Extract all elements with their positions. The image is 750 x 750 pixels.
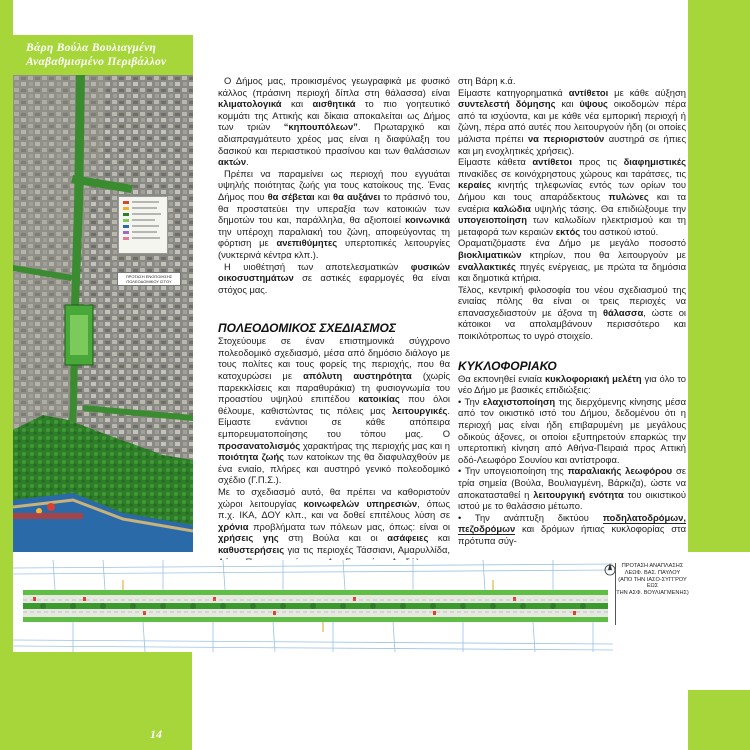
- map-title-text: ΠΡΟΤΑΣΗ ΕΝΟΠΟΙΗΣΗΣ ΠΟΛΕΟΔΟΜΙΚΟΥ ΙΣΤΟΥ: [125, 274, 173, 284]
- bold-term: θα αυξάνει: [333, 190, 381, 202]
- bold-term: να περιοριστούν: [527, 132, 605, 144]
- bold-term: εναλλακτικές: [458, 260, 516, 272]
- avenue-redesign-plan: [13, 560, 688, 652]
- text-run: σε αστικές εφαρμογές θα είναι στόχος μας.: [218, 272, 450, 295]
- paragraph: [218, 261, 450, 296]
- bold-term: πυλώνες: [608, 190, 649, 202]
- text-run: και δρόμων ήπιας κυκλοφορίας στα πρότυπα σύγ-: [458, 523, 686, 546]
- paragraph: [458, 373, 686, 396]
- bold-term: ύψους: [579, 98, 608, 110]
- text-run: Είμαστε κάθετα: [458, 156, 533, 168]
- text-run: υπερτοπικές λειτουργίες (νυκτερινά κέντρα κλπ.).: [218, 237, 450, 260]
- text-run: στη Βάρη κ.ά.: [458, 75, 516, 86]
- text-run: • Την: [458, 395, 483, 407]
- text-run: Οραματιζόμαστε ένα Δήμο με μεγάλο ποσοστό: [458, 237, 686, 249]
- text-run: υψηλής τάσης. Θα επιδιώξουμε την: [530, 202, 686, 214]
- bold-term: φυσικών οικοσυστημάτων: [218, 260, 450, 284]
- text-column-2: [458, 75, 686, 547]
- bold-term: αντίθετοι: [532, 156, 572, 168]
- text-run: σε τρία σημεία (Βούλα, Βουλιαγμένη, Βάρκιζα), ώστε να αποκατασταθεί η: [458, 465, 686, 500]
- header-line-2: Αναβαθμισμένο Περιβάλλον: [26, 56, 167, 68]
- plan-title-line: ΤΗΝ ΑΣΦ. ΒΟΥΛΙΑΓΜΕΝΗΣ): [616, 590, 689, 597]
- map-title-block: [117, 272, 181, 286]
- bold-term: λειτουργική ενότητα: [533, 488, 624, 500]
- text-run: για όλο το νέο Δήμο με βασικές επιδιώξεις:: [458, 372, 686, 396]
- text-run: για τις περιοχές Τάσσιανι, Αμαρυλλίδα,: [287, 543, 450, 555]
- bold-term: κοινωνικά: [405, 214, 450, 226]
- text-run: (χωρίς παρεκκλίσεις και παραθυράκια) τη φυσιογνωμία του προαστίου υψηλού επιπέδου: [218, 370, 450, 405]
- paragraph: [458, 75, 686, 87]
- bold-term: κλιματολογικά: [218, 98, 282, 110]
- text-run: και: [314, 190, 333, 202]
- text-run: Τέλος, κεντρική φιλοσοφία του νέου σχεδιασμού της ενιαίας πόλης θα είναι οι τρεις περιοχές να επανασχεδιαστούν με άξονα τη: [458, 283, 686, 318]
- paragraph: [458, 237, 686, 283]
- section-header: [26, 41, 166, 69]
- bold-term: ανεπιθύμητες: [276, 237, 338, 249]
- bold-term: απόλυτη αυστηρότητα: [303, 370, 412, 382]
- bold-term: καθυστερήσεις: [218, 543, 285, 555]
- text-run: πινακίδες σε κοινόχρηστους χώρους και ταράτσες, τις: [458, 167, 686, 179]
- bullet-item: [458, 512, 686, 547]
- text-run: χαρακτήρας της περιοχής μας και η: [300, 439, 450, 451]
- header-line-1: Βάρη Βούλα Βουλιαγμένη: [26, 42, 157, 54]
- bold-term: κοινωφελών υπηρεσιών: [303, 497, 418, 509]
- plan-title-line: ΠΡΟΤΑΣΗ ΑΝΑΠΛΑΣΗΣ: [621, 563, 684, 569]
- text-run: και: [428, 532, 450, 544]
- text-run: το πράσινό του, θα προστατεύει την υπεραξία των κατοικιών των δημοτών του και, παράλληλα, θα αξιοποιεί: [218, 190, 450, 226]
- bold-term: κατοικίας: [358, 393, 400, 405]
- bold-term: συντελεστή δόμησης: [458, 98, 556, 110]
- map-legend: [118, 196, 168, 254]
- text-run: • Την υπογειοποίηση της: [458, 465, 568, 477]
- bold-term: αισθητικά: [312, 98, 356, 110]
- text-run: και τα εναέρια: [458, 190, 686, 214]
- text-run: Είμαστε κατηγορηματικά: [458, 86, 569, 98]
- bold-term: ασάφειες: [387, 532, 429, 544]
- bold-term: ακτών: [218, 156, 247, 168]
- bold-term: υπογειοποίηση: [458, 214, 527, 226]
- text-run: πηγές ενέργειας, με πρώτα τα δημόσια και δημοτικά κτήρια.: [458, 260, 686, 284]
- paragraph: [458, 156, 686, 237]
- text-run: των κατοίκων της θα διαφυλαχθούν με ένα ενιαίο, πλήρες και αυστηρό γενικό πολεοδομικό σχέδιο (Γ.Π.Σ.).: [218, 451, 450, 486]
- right-green-band: [688, 0, 750, 552]
- bold-term: βιοκλιματικών: [458, 248, 522, 260]
- text-run: Πρέπει να παραμείνει ως περιοχή που εγγυάται υψηλής ποιότητας ζωής για τους κατοίκους της. Ένας Δήμος που: [218, 167, 450, 202]
- section-heading-traffic: ΚΥΚΛΟΦΟΡΙΑΚΟ: [458, 358, 557, 373]
- text-run: Στοχεύουμε σε έναν επιστημονικά σύγχρονο πολεοδομικό σχεδιασμό, μέσα από δημόσιο διάλογο με τους πολίτες και τους φορείς της περιοχής, που θα κατοχυρώσει με: [218, 335, 450, 382]
- text-run: του αστικού ιστού.: [580, 225, 659, 237]
- aerial-plan-map: [13, 75, 193, 552]
- bold-term: διαφημιστικές: [623, 156, 686, 168]
- bold-term: θα σέβεται: [267, 190, 315, 202]
- text-run: Θα εκπονηθεί ενιαία: [458, 372, 545, 384]
- text-run: του οικιστικού ιστού με το θαλάσσιο μέτωπο.: [458, 488, 686, 512]
- paragraph: [218, 75, 450, 168]
- text-run: Με το σχεδιασμό αυτό, θα πρέπει να καθοριστούν χώροι λειτουργίας: [218, 486, 450, 509]
- text-run: . Είμαστε ενάντιοι σε κάθε απόπειρα εμπορευματοποίησης του τόπου μας. Ο: [218, 404, 450, 440]
- bottom-right-green-band: [688, 690, 750, 750]
- paragraph: [458, 284, 686, 342]
- text-run: , όπως π.χ. ΙΚΑ, ΔΟΥ κλπ., και να δοθεί επιτέλους λύση σε: [218, 497, 451, 521]
- bold-term: προσανατολισμός: [218, 439, 301, 451]
- paragraph: [218, 335, 450, 486]
- bold-term: λειτουργικές: [392, 404, 448, 416]
- bullet-item: [458, 465, 686, 511]
- text-run: Η υιοθέτησή των αποτελεσματικών: [224, 260, 411, 272]
- text-run: .: [246, 156, 249, 168]
- plan-title-line: (ΑΠΟ ΤΗΝ ΙΑΣΟ-ΣΥΓΓΡΟΥ ΕΩΣ: [618, 576, 687, 590]
- bold-term: παραλιακής λεωφόρου: [567, 465, 673, 477]
- bottom-white-box: [214, 690, 688, 750]
- text-column-1: [218, 75, 450, 579]
- bold-term: χρήσεις γης: [218, 532, 279, 544]
- bold-term: καλώδια: [493, 202, 531, 214]
- text-run: , ώστε οι κάτοικοι να απολαμβάνουν περισσότερο και ποικιλότροπως το υγρό στοιχείο.: [458, 306, 687, 342]
- bold-term: κεραίες: [458, 179, 492, 191]
- bold-term: ελαχιστοποίηση: [482, 395, 556, 407]
- text-run: και: [555, 98, 580, 110]
- text-run: οικοδομών πέρα από τα ισχύοντα, και με κάθε νέα εμπορική περιοχή ή ζώνη, πέρα από αυτές που λειτουργούν ήδη (οι οποίες μάλιστα πρέπει: [458, 98, 687, 144]
- left-green-strip: [0, 0, 13, 750]
- plan-title-block: [615, 563, 689, 625]
- bold-term: θάλασσα: [602, 306, 644, 318]
- bold-term: ποδηλατοδρόμων, πεζοδρόμων: [458, 511, 686, 535]
- text-run: που όλοι θέλουμε, καθιστώντας τις πόλεις μας: [218, 393, 451, 416]
- bold-term: ποιότητα ζωής: [218, 451, 284, 463]
- text-run: και: [281, 98, 313, 110]
- text-run: κτηρίων, που θα λειτουργούν με: [521, 248, 686, 260]
- paragraph: [458, 87, 686, 157]
- text-run: . Πρωταρχικό και αδιαπραγμάτευτο χρέος μας είναι η διαφύλαξη του δασικού και περιαστικού πρασίνου και των θαλάσσιων: [218, 121, 450, 156]
- text-run: με κάθε αύξηση: [608, 86, 686, 98]
- paragraph: [218, 168, 450, 261]
- bold-term: χρόνια: [218, 520, 249, 532]
- text-run: αυστηρά σε ήπιες και μη ενοχλητικές χρήσεις).: [458, 132, 686, 156]
- bold-term: εκτός: [555, 225, 581, 237]
- bold-term: αντίθετοι: [568, 86, 609, 98]
- text-run: • Την ανάπτυξη δικτύου: [458, 511, 603, 523]
- section-heading-urban-planning: ΠΟΛΕΟΔΟΜΙΚΟΣ ΣΧΕΔΙΑΣΜΟΣ: [218, 321, 396, 336]
- text-run: το πιο γοητευτικό κομμάτι της Αττικής και δίκαια αποκαλείται ως Δήμος των τριών: [218, 98, 450, 133]
- plan-title-line: ΛΕΩΦ. ΒΑΣ. ΠΑΥΛΟΥ: [624, 569, 681, 576]
- text-run: Ο Δήμος μας, προικισμένος γεωγραφικά με φυσικό κάλλος (πράσινη περιοχή δίπλα στη θάλασσα) είναι: [218, 75, 450, 98]
- bold-term: κυκλοφοριακή μελέτη: [544, 372, 642, 384]
- page-number: 14: [150, 727, 162, 741]
- bold-term: “κηπουπόλεων”: [283, 121, 358, 133]
- text-run: προς τις: [571, 156, 624, 168]
- text-run: στη Βούλα και οι: [278, 532, 388, 544]
- text-run: κινητής τηλεφωνίας εντός των ορίων του Δήμου και τους απαράδεκτους: [458, 179, 686, 202]
- text-run: των καλωδίων ηλεκτρισμού και τη μεταφορά των κεραιών: [458, 214, 686, 237]
- text-run: την υπέροχη παραλιακή του ζώνη, αποφεύγοντας τη φόρτιση με: [218, 225, 450, 249]
- bullet-item: [458, 396, 686, 466]
- text-run: προβλήματα των πόλεων μας, όπως: είναι οι: [248, 520, 450, 532]
- bottom-left-green-band: [0, 652, 192, 750]
- text-run: της διερχόμενης κίνησης μέσα από τον οικιστικό ιστό του Δήμου, δεδομένου ότι η περιοχή μας είναι ήδη επιβαρυμένη με μεγάλους οδικούς άξονες, οι οποίοι εξυπηρετούν επαρκώς την υπερτοπική κίνηση από Αθήνα-Πειραιά προς Αττική οδό-Λεωφόρο Σουνίου και αντίστροφα.: [458, 395, 686, 465]
